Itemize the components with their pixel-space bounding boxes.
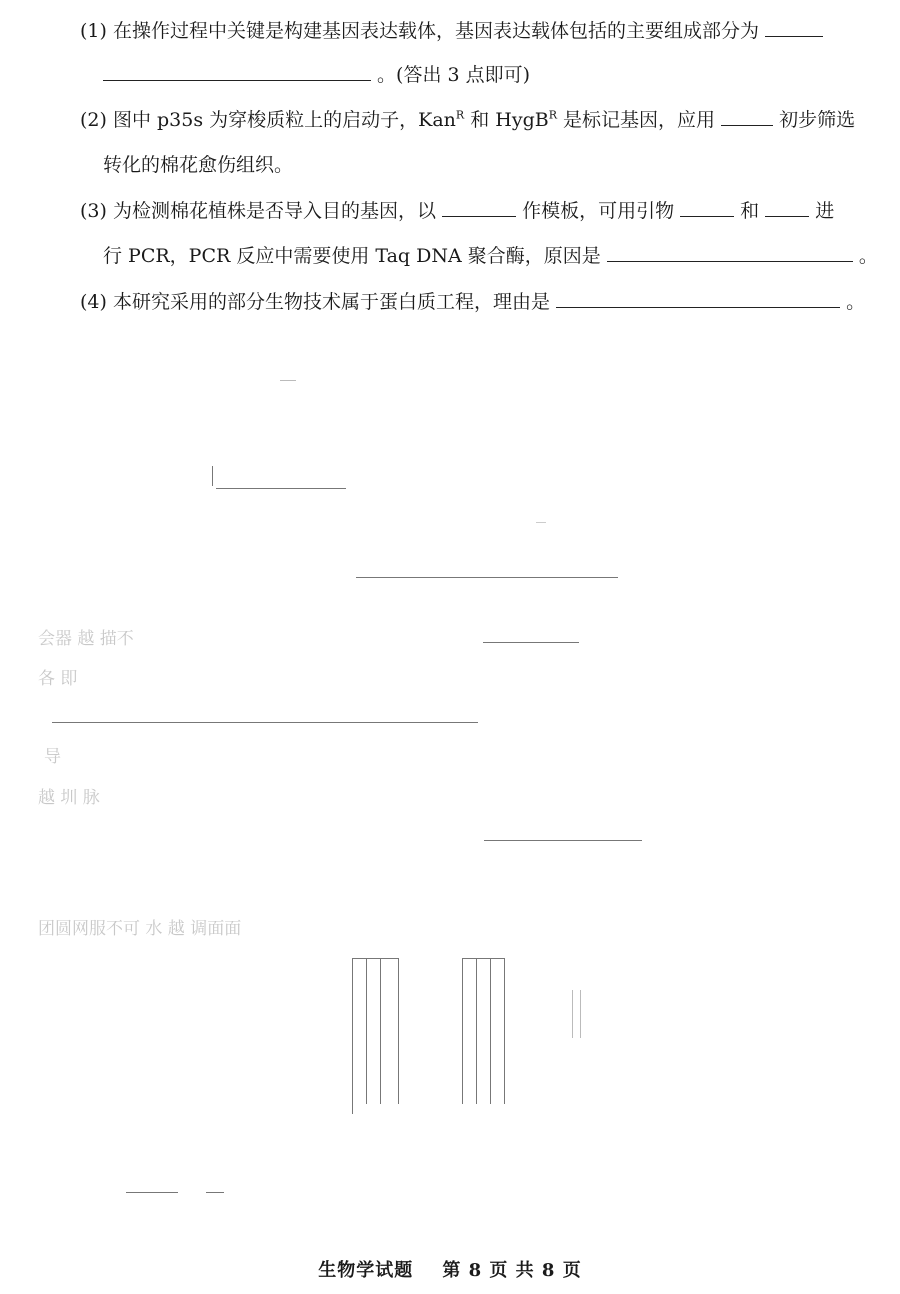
answer-blank[interactable] (103, 62, 371, 81)
question-2-line-2 (103, 152, 293, 178)
subject-title: 生物学试题 (318, 1260, 414, 1281)
question-3-text-e: 行 PCR，PCR 反应中需要使用 Taq DNA 聚合酶，原因是 (103, 245, 601, 267)
question-2-text-b: 和 HygB (464, 109, 549, 131)
bleed-through-bar (490, 958, 491, 1104)
bleed-through-text: 越 圳 脉 (38, 788, 100, 808)
question-4-text-b: 。 (846, 291, 866, 313)
question-2-text-d: 初步筛选 (779, 109, 856, 131)
bleed-through-bar (580, 990, 581, 1038)
question-3-text-a: (3) 为检测棉花植株是否导入目的基因，以 (80, 200, 436, 222)
question-3-line-2 (103, 243, 878, 269)
bleed-through-bar (352, 958, 353, 1114)
bleed-through-bar (380, 958, 381, 1104)
answer-blank[interactable] (721, 107, 773, 126)
question-3-text-c: 和 (740, 200, 760, 222)
question-1-note: 。(答出 3 点即可) (377, 64, 531, 86)
bleed-through-bar (504, 958, 505, 1104)
bleed-through-text: 导 (44, 747, 61, 767)
bleed-through-line (536, 522, 546, 523)
question-4-line-1 (80, 289, 865, 315)
answer-blank[interactable] (680, 198, 734, 217)
bleed-through-bar (462, 958, 463, 1104)
question-1-line-1 (80, 18, 823, 44)
question-1-line-2 (103, 62, 530, 88)
bleed-through-bar (366, 958, 367, 1104)
bleed-through-line (280, 380, 296, 381)
question-2-text-e: 转化的棉花愈伤组织。 (103, 154, 294, 176)
bleed-through-text: 各 即 (38, 669, 78, 689)
bleed-through-text: 会器 越 描不 (38, 629, 134, 649)
answer-blank[interactable] (442, 198, 516, 217)
page-footer (0, 1256, 900, 1282)
question-2-text-a: (2) 图中 p35s 为穿梭质粒上的启动子，Kan (80, 109, 456, 131)
bleed-through-bar (476, 958, 477, 1104)
bleed-through-mark (212, 466, 213, 486)
bleed-through-line (216, 488, 346, 489)
bleed-through-line (356, 577, 618, 578)
superscript: R (548, 108, 557, 122)
bleed-through-line (206, 1192, 224, 1193)
question-2-text-c: 是标记基因，应用 (557, 109, 716, 131)
page-number: 第 8 页 共 8 页 (442, 1260, 582, 1281)
bleed-through-line (484, 840, 642, 841)
answer-blank[interactable] (607, 243, 853, 262)
answer-blank[interactable] (765, 18, 823, 37)
bleed-through-line (52, 722, 478, 723)
question-3-line-1 (80, 198, 834, 224)
bleed-through-line (126, 1192, 178, 1193)
answer-blank[interactable] (556, 289, 840, 308)
question-3-text-f: 。 (858, 245, 878, 267)
bleed-through-bar (572, 990, 573, 1038)
question-4-text-a: (4) 本研究采用的部分生物技术属于蛋白质工程，理由是 (80, 291, 550, 313)
bleed-through-line (462, 958, 504, 959)
answer-blank[interactable] (765, 198, 809, 217)
question-3-text-d: 进 (815, 200, 835, 222)
bleed-through-line (483, 642, 579, 643)
bleed-through-bar (398, 958, 399, 1104)
superscript: R (455, 108, 465, 122)
bleed-through-line (352, 958, 398, 959)
question-1-text: (1) 在操作过程中关键是构建基因表达载体，基因表达载体包括的主要组成部分为 (80, 20, 759, 42)
bleed-through-text: 团圆网服不可 水 越 调面面 (38, 919, 242, 939)
question-2-line-1 (80, 107, 855, 133)
question-3-text-b: 作模板，可用引物 (522, 200, 675, 222)
